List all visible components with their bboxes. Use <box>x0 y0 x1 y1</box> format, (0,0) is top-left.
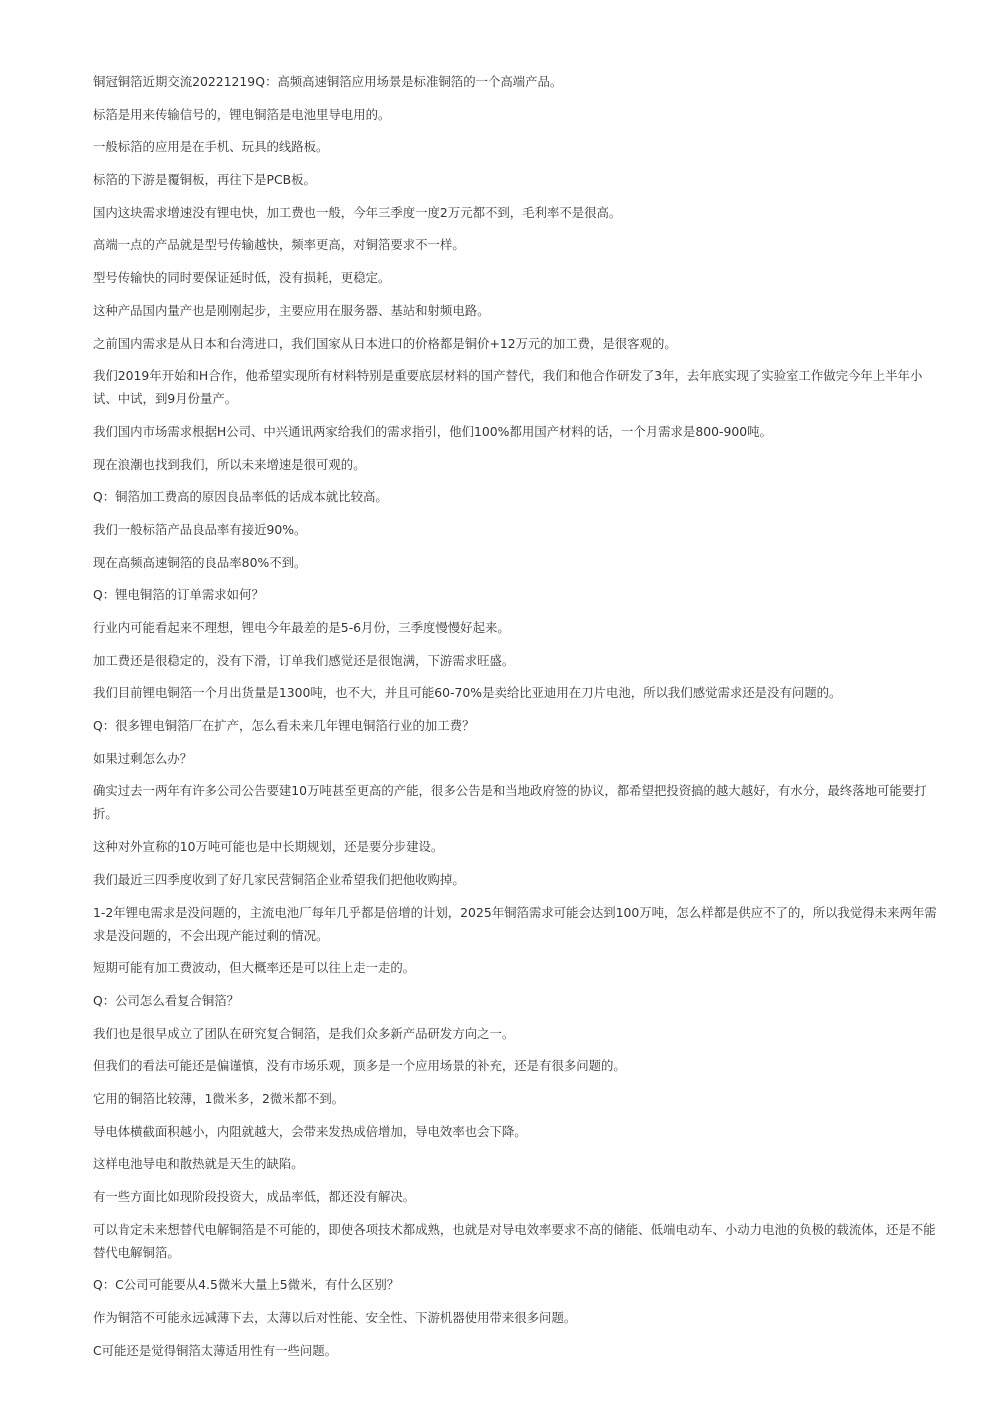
paragraph: 如果过剩怎么办？ <box>93 750 193 766</box>
paragraph: 短期可能有加工费波动，但大概率还是可以往上走一走的。 <box>93 960 416 976</box>
paragraph: Q：C公司可能要从4.5微米大量上5微米，有什么区别？ <box>93 1277 400 1293</box>
paragraph: 它用的铜箔比较薄，1微米多，2微米都不到。 <box>93 1090 345 1106</box>
paragraph: 我们国内市场需求根据H公司、中兴通讯两家给我们的需求指引，他们100%都用国产材料的话，一个月需求是800-900吨。 <box>93 423 772 439</box>
paragraph: Q：铜箔加工费高的原因良品率低的话成本就比较高。 <box>93 489 388 505</box>
paragraph: 现在浪潮也找到我们，所以未来增速是很可观的。 <box>93 456 366 472</box>
paragraph: 现在高频高速铜箔的良品率80%不到。 <box>93 554 307 570</box>
paragraph: 1-2年锂电需求是没问题的，主流电池厂每年几乎都是倍增的计划，2025年铜箔需求可能会达到100万吨，怎么样都是供应不了的，所以我觉得未来两年需求是没问题的，不会出现产能过剩的情况。 <box>93 904 937 943</box>
paragraph: 标箔的下游是覆铜板，再往下是PCB板。 <box>93 172 316 188</box>
paragraph: Q：很多锂电铜箔厂在扩产，怎么看未来几年锂电铜箔行业的加工费？ <box>93 718 475 734</box>
paragraph: 但我们的看法可能还是偏谨慎，没有市场乐观，顶多是一个应用场景的补充，还是有很多问题的。 <box>93 1058 626 1074</box>
paragraph: 这种对外宣称的10万吨可能也是中长期规划，还是要分步建设。 <box>93 839 444 855</box>
paragraph: 确实过去一两年有许多公司公告要建10万吨甚至更高的产能，很多公告是和当地政府签的协议，都希望把投资搞的越大越好，有水分，最终落地可能要打折。 <box>93 783 927 822</box>
paragraph: 之前国内需求是从日本和台湾进口，我们国家从日本进口的价格都是铜价+12万元的加工费，是很客观的。 <box>93 335 677 351</box>
paragraph: 我们目前锂电铜箔一个月出货量是1300吨，也不大，并且可能60-70%是卖给比亚迪用在刀片电池，所以我们感觉需求还是没有问题的。 <box>93 685 842 701</box>
paragraph: 国内这块需求增速没有锂电快，加工费也一般，今年三季度一度2万元都不到，毛利率不是很高。 <box>93 204 622 220</box>
paragraph: C可能还是觉得铜箔太薄适用性有一些问题。 <box>93 1342 338 1358</box>
paragraph: Q：公司怎么看复合铜箔？ <box>93 992 240 1008</box>
paragraph: 这样电池导电和散热就是天生的缺陷。 <box>93 1156 304 1172</box>
paragraph: 这种产品国内量产也是刚刚起步，主要应用在服务器、基站和射频电路。 <box>93 302 490 318</box>
paragraph: 作为铜箔不可能永远减薄下去，太薄以后对性能、安全性、下游机器使用带来很多问题。 <box>93 1310 577 1326</box>
paragraph: 导电体横截面积越小，内阻就越大，会带来发热成倍增加，导电效率也会下降。 <box>93 1123 527 1139</box>
paragraph: 加工费还是很稳定的，没有下滑，订单我们感觉还是很饱满，下游需求旺盛。 <box>93 652 515 668</box>
document-body <box>93 70 945 1371</box>
paragraph: 我们2019年开始和H合作，他希望实现所有材料特别是重要底层材料的国产替代，我们和他合作研发了3年，去年底实现了实验室工作做完今年上半年小试、中试，到9月份量产。 <box>93 368 923 407</box>
paragraph: 高端一点的产品就是型号传输越快，频率更高，对铜箔要求不一样。 <box>93 237 465 253</box>
paragraph: 我们也是很早成立了团队在研究复合铜箔，是我们众多新产品研发方向之一。 <box>93 1025 515 1041</box>
paragraph: 一般标箔的应用是在手机、玩具的线路板。 <box>93 139 329 155</box>
paragraph: Q：锂电铜箔的订单需求如何？ <box>93 587 264 603</box>
paragraph: 有一些方面比如现阶段投资大，成品率低，都还没有解决。 <box>93 1189 416 1204</box>
paragraph: 我们一般标箔产品良品率有接近90%。 <box>93 521 307 537</box>
paragraph: 铜冠铜箔近期交流20221219Q：高频高速铜箔应用场景是标准铜箔的一个高端产品。 <box>93 74 563 89</box>
paragraph: 行业内可能看起来不理想，锂电今年最差的是5-6月份，三季度慢慢好起来。 <box>93 620 510 635</box>
paragraph: 型号传输快的同时要保证延时低，没有损耗，更稳定。 <box>93 270 391 286</box>
paragraph: 可以肯定未来想替代电解铜箔是不可能的，即使各项技术都成熟，也就是对导电效率要求不高的储能、低端电动车、小动力电池的负极的载流体，还是不能替代电解铜箔。 <box>93 1221 936 1260</box>
paragraph: 标箔是用来传输信号的，锂电铜箔是电池里导电用的。 <box>93 106 391 122</box>
paragraph: 我们最近三四季度收到了好几家民营铜箔企业希望我们把他收购掉。 <box>93 871 465 887</box>
